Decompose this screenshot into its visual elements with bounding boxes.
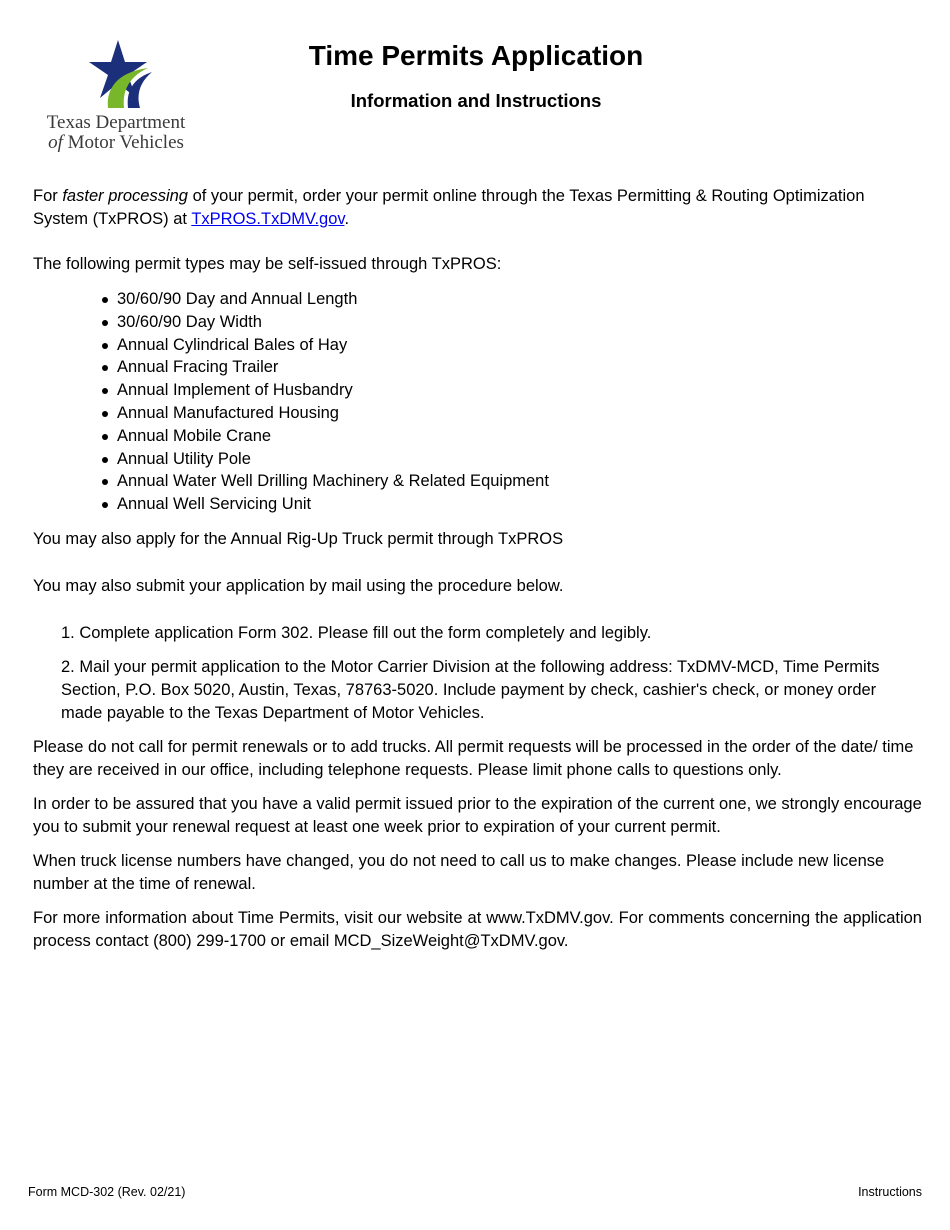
- mail-steps-list: [33, 622, 922, 725]
- list-item: Annual Utility Pole: [117, 448, 922, 471]
- txpros-link[interactable]: TxPROS.TxDMV.gov: [191, 210, 345, 228]
- logo-text-line1: Texas Department: [46, 112, 186, 133]
- list-item: Annual Mobile Crane: [117, 425, 922, 448]
- mail-intro-paragraph: You may also submit your application by mail using the procedure below.: [33, 576, 564, 595]
- list-item: Annual Manufactured Housing: [117, 402, 922, 425]
- page-subtitle: Information and Instructions: [350, 90, 602, 111]
- list-item: Annual Water Well Drilling Machinery & Related Equipment: [117, 470, 922, 493]
- list-item: Annual Well Servicing Unit: [117, 493, 922, 516]
- rig-up-paragraph: You may also apply for the Annual Rig-Up Truck permit through TxPROS: [33, 529, 564, 548]
- list-item: Annual Fracing Trailer: [117, 356, 922, 379]
- no-call-paragraph: Please do not call for permit renewals or to add trucks. All permit requests will be processed in the order of the date/ time they are received in our office, including telephone requests. Please limit phone calls to questions only.: [33, 737, 914, 779]
- more-info-paragraph: For more information about Time Permits, visit our website at www.TxDMV.gov. For comments concerning the application process contact (800) 299-1700 or email MCD_SizeWeight@TxDMV.gov.: [33, 908, 922, 950]
- step-item: 2. Mail your permit application to the Motor Carrier Division at the following address: TxDMV-MCD, Time Permits Section, P.O. Box 5020, Austin, Texas, 78763-5020. Include payment by check, cashier's check, or money order made payable to the Texas Department of Motor Vehicles.: [61, 657, 880, 722]
- txdmv-logo: [36, 38, 196, 153]
- star-logo-icon: [78, 38, 158, 110]
- step-item: 1. Complete application Form 302. Please fill out the form completely and legibly.: [61, 623, 652, 642]
- self-issue-heading: The following permit types may be self-issued through TxPROS:: [33, 255, 502, 273]
- logo-text-motor-vehicles: Motor Vehicles: [67, 132, 184, 153]
- list-item: 30/60/90 Day and Annual Length: [117, 288, 922, 311]
- permit-types-list: [33, 288, 922, 516]
- renewal-paragraph: In order to be assured that you have a valid permit issued prior to the expiration of the current one, we strongly encourage you to submit your renewal request at least one week prior to expiration of your current permit.: [33, 794, 922, 836]
- footer-label: Instructions: [858, 1185, 922, 1199]
- instructions-body: [33, 185, 922, 953]
- list-item: Annual Cylindrical Bales of Hay: [117, 334, 922, 357]
- logo-text-line2: [36, 132, 196, 154]
- license-paragraph: When truck license numbers have changed, you do not need to call us to make changes. Please include new license number at the time of renewal.: [33, 851, 885, 893]
- intro-mid: of your permit, order your permit online through the Texas Permitting & Routing Optimization System (TxPROS) at: [33, 187, 865, 228]
- list-item: Annual Implement of Husbandry: [117, 379, 922, 402]
- logo-text-of: of: [48, 132, 63, 153]
- intro-emphasis: faster processing: [62, 187, 188, 205]
- intro-post: .: [344, 210, 350, 228]
- intro-paragraph: [33, 185, 922, 231]
- form-id: Form MCD-302 (Rev. 02/21): [28, 1185, 186, 1199]
- list-item: 30/60/90 Day Width: [117, 311, 922, 334]
- page-title: Time Permits Application: [308, 40, 644, 71]
- intro-pre: For: [33, 187, 63, 205]
